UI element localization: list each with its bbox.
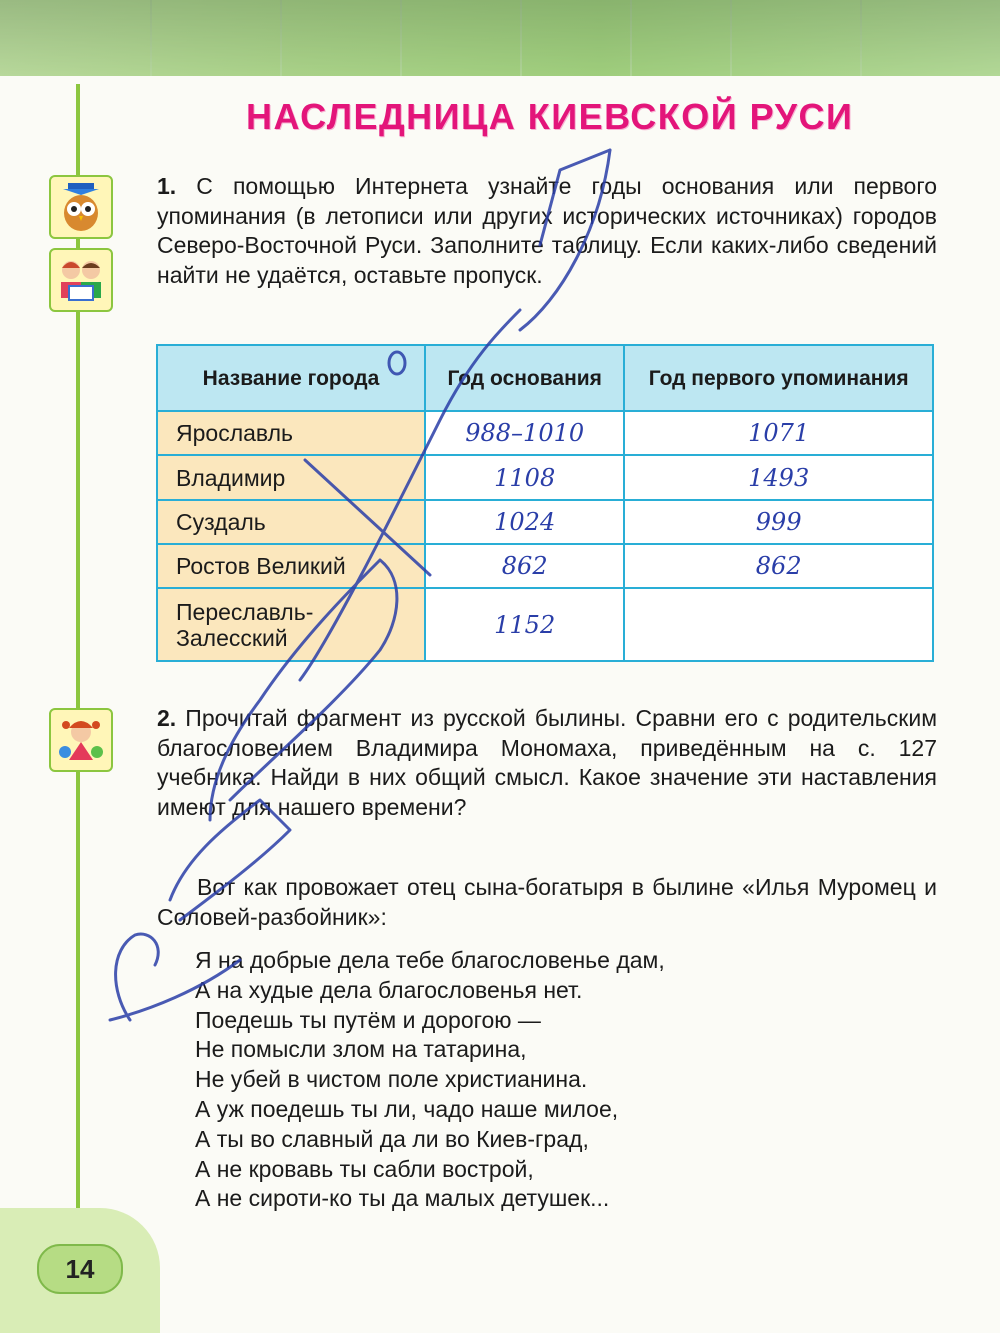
task2-text: Прочитай фрагмент из русской былины. Сравни его с родительским благословением Владимира Мономаха, приведённым на с. 127 учебника. Найди в них общий смысл. Какое значение эти наставления имеют для нашего времени? bbox=[157, 705, 938, 820]
city-name: Суздаль bbox=[157, 500, 425, 544]
poem bbox=[195, 946, 665, 1214]
year-first-mention[interactable]: 1493 bbox=[624, 455, 933, 499]
poem-line: А не кровавь ты сабли вострой, bbox=[195, 1155, 534, 1182]
table-row bbox=[157, 544, 933, 588]
portrait-photo bbox=[400, 0, 522, 76]
city-name: Ростов Великий bbox=[157, 544, 425, 588]
year-founded[interactable]: 988–1010 bbox=[425, 411, 624, 455]
quote-intro: Вот как провожает отец сына-богатыря в былине «Илья Муромец и Соловей-разбойник»: bbox=[157, 874, 937, 930]
header-banner bbox=[0, 0, 1000, 76]
year-founded[interactable]: 1108 bbox=[425, 455, 624, 499]
header-founded: Год основания bbox=[425, 345, 624, 411]
table-header-row bbox=[157, 345, 933, 411]
owl-icon bbox=[49, 175, 113, 239]
year-first-mention[interactable] bbox=[624, 588, 933, 661]
poem-line: А на худые дела благословенья нет. bbox=[195, 976, 583, 1003]
task1-text: С помощью Интернета узнайте годы основания или первого упоминания (в летописи или других исторических источниках) городов Северо-Восточной Руси. Заполните таблицу. Если каких-либо сведений найти не удаётся, оставьте пропуск. bbox=[157, 173, 937, 288]
table-row bbox=[157, 411, 933, 455]
poem-line: Я на добрые дела тебе благословенье дам, bbox=[195, 947, 665, 973]
page-number: 14 bbox=[37, 1244, 123, 1294]
portrait-photo bbox=[150, 0, 282, 76]
header-first-mention: Год первого упоминания bbox=[624, 345, 933, 411]
poem-line: А уж поедешь ты ли, чадо наше милое, bbox=[195, 1095, 619, 1122]
task2-number: 2. bbox=[157, 705, 177, 731]
portrait-photo bbox=[0, 0, 152, 76]
portrait-photo bbox=[280, 0, 402, 76]
cities-table bbox=[156, 344, 934, 662]
year-founded[interactable]: 862 bbox=[425, 544, 624, 588]
year-founded[interactable]: 1024 bbox=[425, 500, 624, 544]
portrait-photo bbox=[520, 0, 632, 76]
year-first-mention[interactable]: 862 bbox=[624, 544, 933, 588]
poem-line: А не сироти-ко ты да малых детушек... bbox=[195, 1185, 610, 1212]
table-row bbox=[157, 455, 933, 499]
city-name: Владимир bbox=[157, 455, 425, 499]
poem-line: Не помысли злом на татарина, bbox=[195, 1036, 527, 1063]
portrait-photo bbox=[630, 0, 732, 76]
poem-line: А ты во славный да ли во Киев-град, bbox=[195, 1125, 589, 1152]
year-first-mention[interactable]: 1071 bbox=[624, 411, 933, 455]
city-name: Ярославль bbox=[157, 411, 425, 455]
table-row bbox=[157, 500, 933, 544]
page-title: НАСЛЕДНИЦА КИЕВСКОЙ РУСИ bbox=[246, 96, 854, 137]
year-first-mention[interactable]: 999 bbox=[624, 500, 933, 544]
portrait-photo bbox=[730, 0, 862, 76]
poem-line: Поедешь ты путём и дорогою — bbox=[195, 1006, 541, 1033]
city-name: Переславль-Залесский bbox=[157, 588, 425, 661]
girl-icon bbox=[49, 708, 113, 772]
task2-paragraph bbox=[157, 704, 937, 822]
poem-line: Не убей в чистом поле христианина. bbox=[195, 1066, 588, 1093]
table-row bbox=[157, 588, 933, 661]
portrait-photo bbox=[860, 0, 1000, 76]
header-city: Название города bbox=[157, 345, 425, 411]
year-founded[interactable]: 1152 bbox=[425, 588, 624, 661]
task1-paragraph bbox=[157, 172, 937, 290]
children-reading-icon bbox=[49, 248, 113, 312]
task1-number: 1. bbox=[157, 173, 177, 199]
